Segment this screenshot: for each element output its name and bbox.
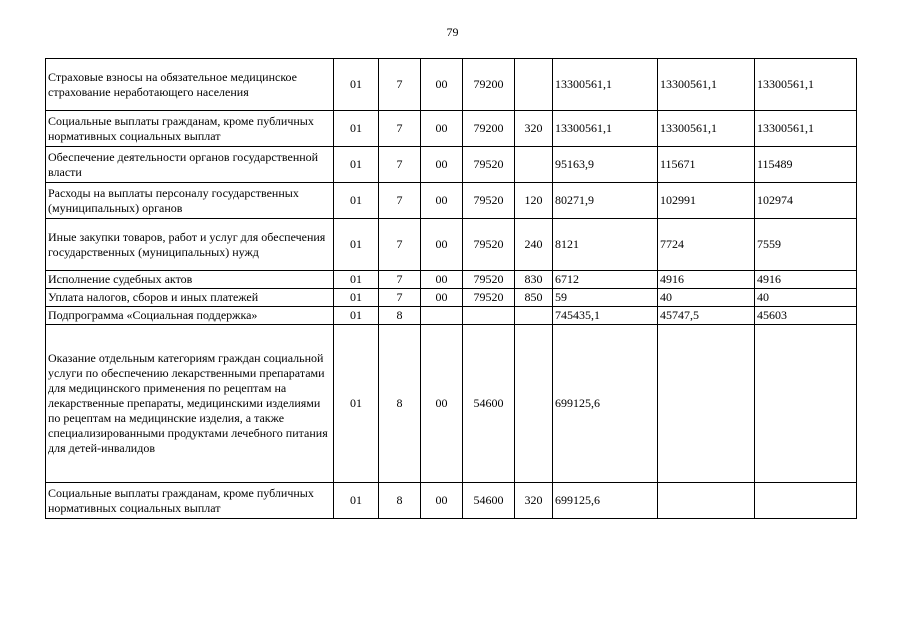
code-program: 7: [379, 147, 421, 183]
code-program: 7: [379, 183, 421, 219]
code-direction: 79520: [463, 219, 515, 271]
code-section: 01: [334, 271, 379, 289]
amount-year-3: [755, 483, 857, 519]
table-row: [46, 307, 857, 325]
row-name: Страховые взносы на обязательное медицинское страхование неработающего населения: [46, 59, 334, 111]
amount-year-3: 7559: [755, 219, 857, 271]
amount-year-2: 40: [658, 289, 755, 307]
code-direction: 79520: [463, 183, 515, 219]
table-row: [46, 59, 857, 111]
code-expense-type: [515, 59, 553, 111]
code-direction: 54600: [463, 483, 515, 519]
code-expense-type: 850: [515, 289, 553, 307]
amount-year-2: 13300561,1: [658, 111, 755, 147]
code-subprogram: 00: [421, 325, 463, 483]
code-program: 8: [379, 483, 421, 519]
table-row: [46, 183, 857, 219]
table-row: [46, 483, 857, 519]
code-section: 01: [334, 183, 379, 219]
row-name: Расходы на выплаты персоналу государственных (муниципальных) органов: [46, 183, 334, 219]
row-name: Подпрограмма «Социальная поддержка»: [46, 307, 334, 325]
amount-year-2: 115671: [658, 147, 755, 183]
amount-year-3: 45603: [755, 307, 857, 325]
code-program: 7: [379, 271, 421, 289]
code-subprogram: 00: [421, 111, 463, 147]
code-program: 7: [379, 111, 421, 147]
table-row: [46, 147, 857, 183]
code-subprogram: 00: [421, 59, 463, 111]
amount-year-2: 102991: [658, 183, 755, 219]
code-program: 8: [379, 307, 421, 325]
row-name: Исполнение судебных актов: [46, 271, 334, 289]
amount-year-3: 40: [755, 289, 857, 307]
amount-year-3: 13300561,1: [755, 111, 857, 147]
code-expense-type: 240: [515, 219, 553, 271]
code-section: 01: [334, 289, 379, 307]
amount-year-2: 7724: [658, 219, 755, 271]
row-name: Обеспечение деятельности органов государственной власти: [46, 147, 334, 183]
amount-year-1: 59: [553, 289, 658, 307]
code-expense-type: 320: [515, 111, 553, 147]
code-expense-type: [515, 147, 553, 183]
row-name: Социальные выплаты гражданам, кроме публичных нормативных социальных выплат: [46, 111, 334, 147]
code-subprogram: 00: [421, 289, 463, 307]
amount-year-1: 13300561,1: [553, 59, 658, 111]
code-section: 01: [334, 307, 379, 325]
row-name: Иные закупки товаров, работ и услуг для обеспечения государственных (муниципальных) нужд: [46, 219, 334, 271]
table-row: [46, 325, 857, 483]
code-direction: [463, 307, 515, 325]
amount-year-2: 4916: [658, 271, 755, 289]
code-direction: 79200: [463, 111, 515, 147]
amount-year-1: 95163,9: [553, 147, 658, 183]
row-name: Социальные выплаты гражданам, кроме публичных нормативных социальных выплат: [46, 483, 334, 519]
amount-year-1: 8121: [553, 219, 658, 271]
row-name: Уплата налогов, сборов и иных платежей: [46, 289, 334, 307]
code-section: 01: [334, 325, 379, 483]
code-section: 01: [334, 59, 379, 111]
code-direction: 79200: [463, 59, 515, 111]
code-expense-type: [515, 325, 553, 483]
code-expense-type: 830: [515, 271, 553, 289]
amount-year-3: 102974: [755, 183, 857, 219]
code-expense-type: 320: [515, 483, 553, 519]
table-row: [46, 111, 857, 147]
table-body: [46, 59, 857, 519]
amount-year-1: 699125,6: [553, 325, 658, 483]
code-section: 01: [334, 111, 379, 147]
code-program: 7: [379, 59, 421, 111]
code-subprogram: 00: [421, 483, 463, 519]
amount-year-3: 13300561,1: [755, 59, 857, 111]
code-expense-type: [515, 307, 553, 325]
code-section: 01: [334, 219, 379, 271]
amount-year-2: 45747,5: [658, 307, 755, 325]
page-number: 79: [446, 25, 459, 39]
code-expense-type: 120: [515, 183, 553, 219]
code-subprogram: 00: [421, 271, 463, 289]
table-row: [46, 219, 857, 271]
code-section: 01: [334, 147, 379, 183]
code-subprogram: 00: [421, 147, 463, 183]
code-program: 7: [379, 289, 421, 307]
code-direction: 79520: [463, 289, 515, 307]
amount-year-1: 745435,1: [553, 307, 658, 325]
code-direction: 54600: [463, 325, 515, 483]
amount-year-3: [755, 325, 857, 483]
table-row: [46, 289, 857, 307]
code-subprogram: 00: [421, 183, 463, 219]
code-section: 01: [334, 483, 379, 519]
code-direction: 79520: [463, 271, 515, 289]
code-subprogram: 00: [421, 219, 463, 271]
amount-year-2: [658, 483, 755, 519]
code-program: 8: [379, 325, 421, 483]
table-row: [46, 271, 857, 289]
row-name: Оказание отдельным категориям граждан социальной услуги по обеспечению лекарственными препаратами для медицинского применения по рецептам на лекарственные препараты, медицинскими изделиями по рецептам на медицинские изделия, а также специализированными продуктами лечебного питания для детей-инвалидов: [46, 325, 334, 483]
amount-year-1: 699125,6: [553, 483, 658, 519]
amount-year-1: 80271,9: [553, 183, 658, 219]
amount-year-1: 6712: [553, 271, 658, 289]
amount-year-2: [658, 325, 755, 483]
code-direction: 79520: [463, 147, 515, 183]
amount-year-1: 13300561,1: [553, 111, 658, 147]
code-program: 7: [379, 219, 421, 271]
amount-year-3: 4916: [755, 271, 857, 289]
budget-table: [45, 58, 857, 519]
amount-year-3: 115489: [755, 147, 857, 183]
amount-year-2: 13300561,1: [658, 59, 755, 111]
code-subprogram: [421, 307, 463, 325]
